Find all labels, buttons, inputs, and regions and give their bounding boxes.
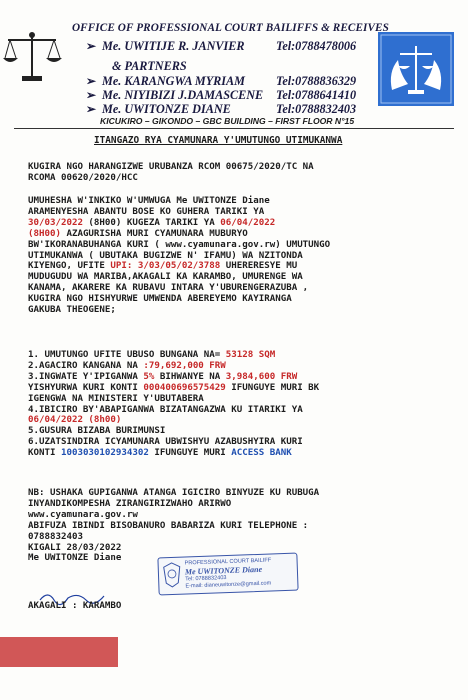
partner-name: Me. UWITIJE R. JANVIER: [102, 39, 245, 53]
end-time: (8H00): [28, 228, 61, 239]
body-text: (8H00) KUGEZA TARIKI YA: [82, 217, 221, 228]
arrow-bullet-icon: ➢: [86, 102, 97, 116]
partner-tel: Tel:0788641410: [276, 88, 357, 102]
body-line: KANAMA, AKARERE KA RUBAVU INTARA Y'UBURENGERAZUBA ,: [28, 283, 309, 294]
website-link[interactable]: www.cyamunara.gov.rw: [28, 509, 138, 520]
partner-name: Me. KARANGWA MYRIAM: [102, 74, 246, 88]
condition-item: 6.UZATSINDIRA ICYAMUNARA UBWISHYU AZABUSHYIRA KURI: [28, 437, 303, 448]
body-line: UMUHESHA W'INKIKO W'UMWUGA Me UWITONZE Diane: [28, 196, 270, 206]
body-line: ARAMENYESHA ABANTU BOSE KO GUHERA TARIKI YA: [28, 206, 265, 217]
body-line: BW'IKORANABUHANGA KURI ( www.cyamunara.gov.rw) UMUTUNGO: [28, 239, 331, 250]
body-text: KIYENGO, UFITE: [28, 261, 111, 272]
partner-row: [86, 39, 357, 54]
arrow-bullet-icon: ➢: [86, 74, 97, 88]
notice-body: [28, 196, 330, 316]
partner-name: Me. NIYIBIZI J.DAMASCENE: [102, 88, 264, 102]
office-title: OFFICE OF PROFESSIONAL COURT BAILIFFS & RECEIVES: [72, 22, 389, 34]
property-value: :79,692,000 FRW: [143, 360, 226, 371]
item-text: 2.AGACIRO KANGANA NA: [28, 360, 144, 371]
stamp-line: Tel: 0788832403: [185, 575, 227, 583]
item-text: IFUNGUYE MURI BK: [225, 382, 320, 393]
condition-item: [28, 448, 319, 459]
body-line: [28, 229, 330, 240]
header-divider: [14, 128, 454, 129]
condition-item: [28, 361, 319, 372]
case-line: KUGIRA NGO HARANGIZWE URUBANZA RCOM 00675/2020/TC NA: [28, 162, 314, 172]
nb-line: INYANDIKOMPESHA ZIRANGIRIZWAHO ARIRWO: [28, 498, 232, 509]
stamp-line: Me UWITONZE Diane: [184, 564, 263, 577]
partner-tel: Tel:0788836329: [276, 74, 357, 88]
body-line: GAKUBA THEOGENE;: [28, 305, 116, 316]
body-line: [28, 261, 330, 272]
upi-number: UPI: 3/03/05/02/3788: [110, 261, 221, 272]
condition-item: [28, 383, 319, 394]
partner-row: [86, 74, 357, 89]
body-text: AZAGURISHA MURI CYAMUNARA MUBURYO: [60, 228, 248, 239]
arrow-bullet-icon: ➢: [86, 88, 97, 102]
condition-item: IGENGWA NA MINISTERI Y'UBUTABERA: [28, 393, 204, 404]
akagali-label: AKAGALI : KARAMBO: [28, 601, 122, 611]
notice-date: KIGALI 28/03/2022: [28, 542, 122, 553]
condition-item: [28, 350, 319, 361]
partner-name: Me. UWITONZE DIANE: [102, 102, 231, 116]
notice-title: ITANGAZO RYA CYAMUNARA Y'UMUTUNGO UTIMUKANWA: [94, 135, 343, 146]
deposit-percent: 5%: [143, 371, 155, 382]
partner-tel: Tel:0788478006: [276, 39, 357, 53]
partners-label: & PARTNERS: [112, 59, 187, 73]
partner-row: [86, 88, 357, 103]
case-reference: [28, 162, 314, 184]
body-text: UHERERESYE MU: [220, 261, 298, 272]
arrow-bullet-icon: ➢: [86, 39, 97, 53]
condition-item: 5.GUSURA BIZABA BURIMUNSI: [28, 426, 166, 437]
body-line: KUGIRA NGO HISHYURWE UMWENDA ABEREYEMO KAYIRANGA: [28, 294, 292, 305]
item-text: KONTI: [28, 448, 61, 459]
stamp-line: PROFESSIONAL COURT BAILIFF: [184, 557, 272, 567]
body-line: [28, 218, 330, 229]
item-text: IFUNGUYE MURI: [148, 448, 232, 459]
deposit-amount: 3,984,600 FRW: [225, 371, 298, 382]
coat-of-arms-icon: [162, 561, 183, 590]
court-bailiff-logo: [378, 32, 454, 106]
stamp-line: E-mail: dianeuwitonze@gmail.com: [185, 580, 272, 590]
nb-line: ABIFUZA IBINDI BISOBANURO BABARIZA KURI TELEPHONE :: [28, 520, 309, 531]
start-date: 30/03/2022: [28, 217, 83, 228]
condition-item: [28, 372, 319, 383]
contact-phone: 0788832403: [28, 531, 83, 542]
item-text: 3.INGWATE Y'IPIGANWA: [28, 371, 144, 382]
bk-account-number: 000400696575429: [143, 382, 226, 393]
item-text: YISHYURWA KURI KONTI: [28, 382, 144, 393]
partner-row: [86, 102, 357, 117]
auction-conditions: [28, 350, 319, 459]
body-line: MUDUGUDU WA MARIBA,AKAGALI KA KARAMBO, UMURENGE WA: [28, 272, 303, 283]
end-date: 06/04/2022: [220, 217, 276, 228]
scales-of-justice-logo: [2, 30, 62, 84]
item-text: 1. UMUTUNGO UFITE UBUSO BUNGANA NA=: [28, 350, 226, 360]
red-mark: [0, 637, 118, 667]
condition-item: 4.IBICIRO BY'ABAPIGANWA BIZATANGAZWA KU ITARIKI YA: [28, 404, 303, 415]
land-area: 53128 SQM: [225, 350, 276, 360]
signer-name: Me UWITONZE Diane: [28, 553, 122, 564]
results-time: (8h00): [82, 415, 122, 426]
official-stamp: [157, 553, 298, 596]
body-line: UTIMUKANWA ( UBUTAKA BUGIZWE N' IFAMU) WA NZITONDA: [28, 250, 303, 261]
results-date: 06/04/2022: [28, 415, 83, 426]
case-line: RCOMA 00620/2020/HCC: [28, 172, 138, 183]
bank-name: ACCESS BANK: [231, 448, 292, 459]
office-address: KICUKIRO – GIKONDO – GBC BUILDING – FIRST FLOOR N°15: [100, 116, 355, 126]
nb-line: NB: USHAKA GUPIGANWA ATANGA IGICIRO BINYUZE KU RUBUGA: [28, 488, 320, 498]
item-text: BIHWANYE NA: [154, 371, 226, 382]
condition-item: [28, 415, 319, 426]
partner-tel: Tel:0788832403: [276, 102, 357, 116]
access-account-number: 1003030102934302: [60, 448, 149, 459]
